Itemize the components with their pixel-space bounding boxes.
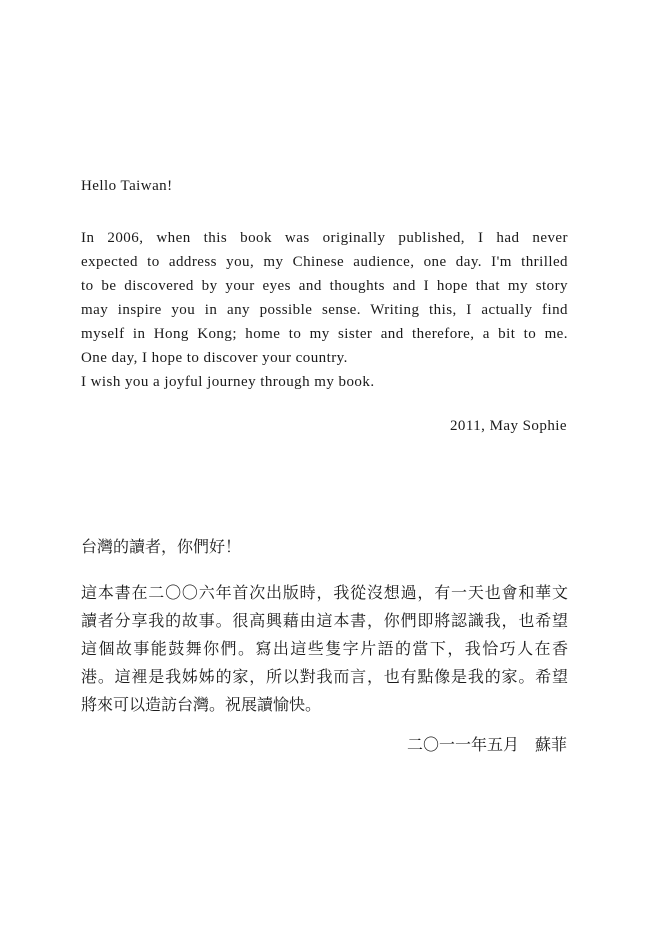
chinese-line: 讀者分享我的故事。很高興藉由這本書，你們即將認識我，也希望 (81, 611, 568, 630)
chinese-line: 將來可以造訪台灣。祝展讀愉快。 (81, 695, 322, 714)
english-line: expected to address you, my Chinese audience, one day. I'm thrilled (81, 254, 568, 270)
english-body (81, 226, 568, 394)
chinese-body (81, 579, 568, 719)
chinese-greeting: 台灣的讀者，你們好！ (81, 537, 242, 556)
english-greeting: Hello Taiwan! (81, 178, 173, 194)
chinese-line: 港。這裡是我姊姊的家，所以對我而言，也有點像是我的家。希望 (81, 667, 568, 686)
chinese-signature: 二〇一一年五月 蘇菲 (406, 735, 567, 754)
english-line: I wish you a joyful journey through my book. (81, 374, 375, 390)
english-signature: 2011, May Sophie (449, 418, 567, 434)
english-line: One day, I hope to discover your country. (81, 350, 348, 366)
english-line: In 2006, when this book was originally published, I had never (81, 230, 568, 246)
english-line: may inspire you in any possible sense. Writing this, I actually find (81, 302, 568, 318)
english-line: myself in Hong Kong; home to my sister and therefore, a bit to me. (81, 326, 568, 342)
english-line: to be discovered by your eyes and thoughts and I hope that my story (81, 278, 568, 294)
chinese-line: 這本書在二〇〇六年首次出版時，我從沒想過，有一天也會和華文 (81, 583, 568, 602)
chinese-line: 這個故事能鼓舞你們。寫出這些隻字片語的當下，我恰巧人在香 (81, 639, 568, 658)
